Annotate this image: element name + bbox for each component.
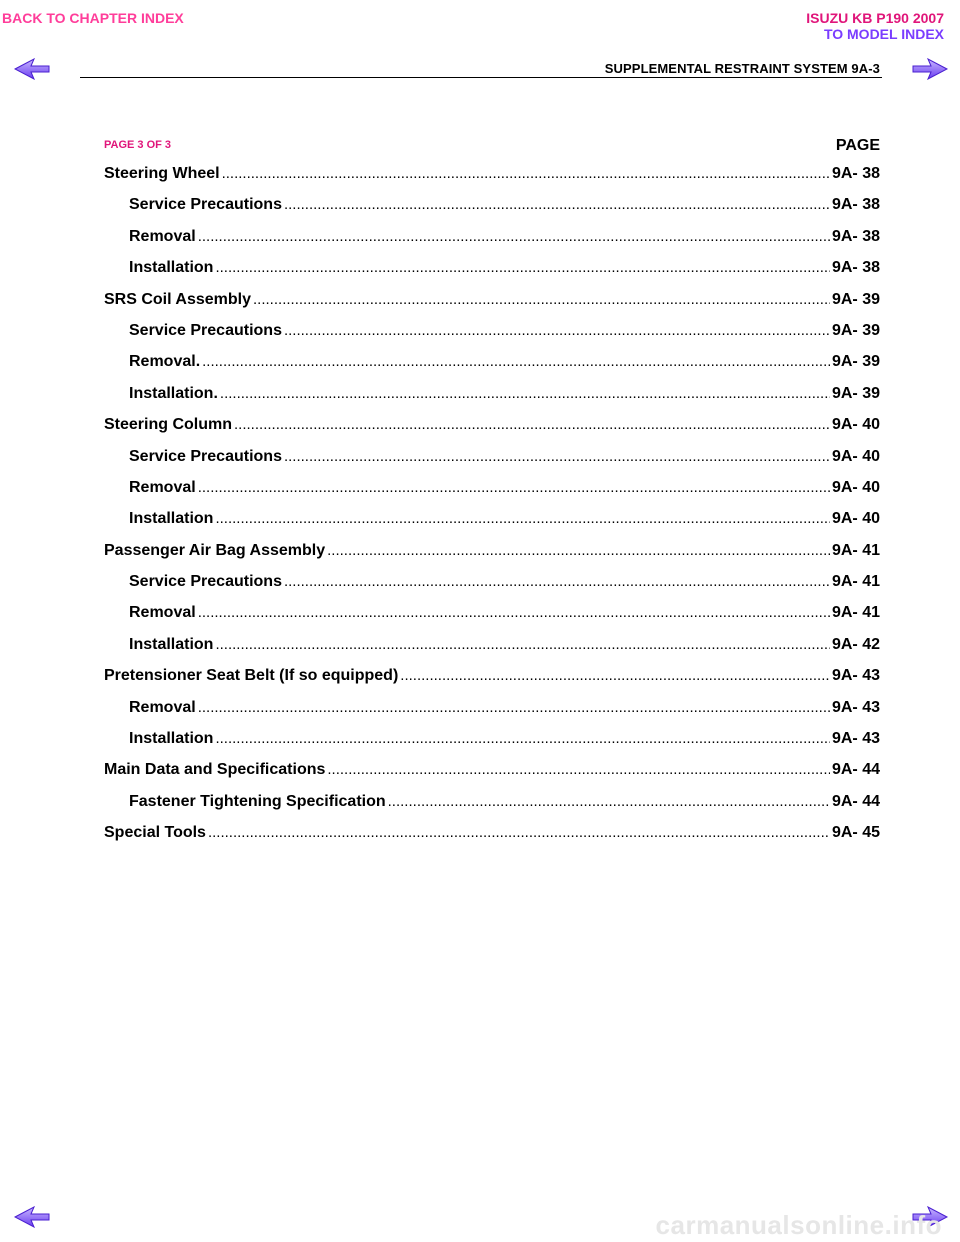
table-of-contents (104, 165, 880, 856)
toc-leader-dots (208, 824, 830, 841)
toc-entry-page: 9A- 38 (831, 259, 880, 277)
toc-leader-dots (198, 228, 830, 245)
toc-entry-page: 9A- 38 (831, 196, 880, 214)
toc-entry-page: 9A- 41 (831, 541, 880, 559)
toc-leader-dots (400, 667, 830, 684)
toc-leader-dots (327, 761, 830, 778)
toc-leader-dots (284, 322, 830, 339)
toc-entry-page: 9A- 39 (831, 353, 880, 371)
toc-leader-dots (202, 353, 830, 370)
toc-entry-page: 9A- 41 (831, 604, 880, 622)
toc-entry-page: 9A- 40 (831, 416, 880, 434)
toc-entry[interactable] (104, 761, 880, 792)
toc-entry-title: Removal (129, 604, 196, 622)
toc-entry-page: 9A- 41 (831, 573, 880, 591)
toc-entry-title: Removal (129, 698, 196, 716)
header-divider (80, 77, 882, 78)
toc-entry[interactable] (104, 699, 880, 730)
toc-entry-title: Passenger Air Bag Assembly (104, 541, 326, 559)
toc-entry-title: Fastener Tightening Specification (129, 792, 386, 810)
toc-entry-page: 9A- 38 (831, 165, 880, 182)
toc-entry-page: 9A- 39 (831, 321, 880, 339)
toc-leader-dots (198, 699, 830, 716)
toc-entry-title: Pretensioner Seat Belt (If so equipped) (104, 667, 399, 685)
toc-entry-title: Main Data and Specifications (104, 761, 326, 779)
toc-leader-dots (388, 793, 830, 810)
toc-leader-dots (284, 196, 830, 213)
toc-entry-title: Service Precautions (129, 321, 282, 339)
section-header-title: SUPPLEMENTAL RESTRAINT SYSTEM 9A-3 (604, 61, 880, 76)
toc-entry[interactable] (104, 542, 880, 573)
toc-entry[interactable] (104, 228, 880, 259)
toc-leader-dots (284, 573, 830, 590)
toc-entry-title: Steering Column (104, 416, 233, 434)
toc-entry[interactable] (104, 291, 880, 322)
toc-leader-dots (234, 416, 830, 433)
toc-entry-page: 9A- 44 (831, 761, 880, 779)
prev-page-arrow-icon (14, 1206, 50, 1228)
toc-entry-page: 9A- 45 (831, 824, 880, 842)
toc-entry-page: 9A- 43 (831, 730, 880, 748)
toc-entry-page: 9A- 44 (831, 792, 880, 810)
model-title: ISUZU KB P190 2007 (806, 10, 944, 26)
toc-entry-page: 9A- 39 (831, 384, 880, 402)
toc-entry-page: 9A- 43 (831, 698, 880, 716)
toc-entry[interactable] (104, 636, 880, 667)
toc-entry-title: Installation (129, 730, 214, 748)
toc-entry-page: 9A- 40 (831, 478, 880, 496)
toc-leader-dots (284, 448, 830, 465)
toc-entry-title: Service Precautions (129, 196, 282, 214)
toc-entry[interactable] (104, 448, 880, 479)
toc-leader-dots (220, 385, 830, 402)
page-indicator: PAGE 3 OF 3 (104, 139, 172, 151)
toc-entry-page: 9A- 43 (831, 667, 880, 685)
toc-entry-title: Installation (129, 259, 214, 277)
toc-entry-page: 9A- 40 (831, 447, 880, 465)
toc-entry[interactable] (104, 165, 880, 196)
model-block (806, 10, 944, 42)
toc-leader-dots (198, 604, 830, 621)
toc-entry-title: Special Tools (104, 824, 206, 842)
toc-leader-dots (253, 291, 830, 308)
toc-entry-title: Installation. (129, 384, 218, 402)
toc-entry[interactable] (104, 259, 880, 290)
toc-entry[interactable] (104, 322, 880, 353)
toc-leader-dots (215, 259, 830, 276)
toc-entry-title: Steering Wheel (104, 165, 220, 182)
prev-page-arrow-icon (14, 58, 50, 80)
toc-entry[interactable] (104, 385, 880, 416)
back-to-chapter-index-link[interactable]: BACK TO CHAPTER INDEX (2, 10, 184, 26)
toc-entry-title: Removal (129, 478, 196, 496)
toc-entry[interactable] (104, 667, 880, 698)
toc-entry[interactable] (104, 573, 880, 604)
toc-entry[interactable] (104, 824, 880, 855)
toc-entry-title: Installation (129, 635, 214, 653)
watermark: carmanualsonline.info (655, 1210, 942, 1240)
toc-leader-dots (215, 730, 830, 747)
prev-page-button[interactable] (14, 58, 50, 80)
to-model-index-link[interactable]: TO MODEL INDEX (823, 26, 944, 42)
toc-entry-title: Removal (129, 227, 196, 245)
page-column-label: PAGE (835, 137, 880, 154)
toc-entry-page: 9A- 39 (831, 290, 880, 308)
prev-page-button-bottom[interactable] (14, 1206, 50, 1228)
toc-entry[interactable] (104, 416, 880, 447)
toc-entry[interactable] (104, 510, 880, 541)
next-page-arrow-icon (912, 58, 948, 80)
toc-entry-title: SRS Coil Assembly (104, 290, 252, 308)
toc-entry-page: 9A- 40 (831, 510, 880, 528)
toc-entry[interactable] (104, 793, 880, 824)
toc-leader-dots (215, 636, 830, 653)
toc-entry-page: 9A- 42 (831, 635, 880, 653)
next-page-button[interactable] (912, 58, 948, 80)
toc-entry[interactable] (104, 353, 880, 384)
toc-entry[interactable] (104, 479, 880, 510)
toc-entry[interactable] (104, 730, 880, 761)
toc-leader-dots (327, 542, 830, 559)
toc-entry-title: Installation (129, 510, 214, 528)
toc-entry[interactable] (104, 196, 880, 227)
toc-entry-title: Service Precautions (129, 447, 282, 465)
toc-entry[interactable] (104, 604, 880, 635)
toc-entry-title: Service Precautions (129, 573, 282, 591)
toc-leader-dots (222, 165, 830, 182)
toc-leader-dots (198, 479, 830, 496)
toc-leader-dots (215, 510, 830, 527)
toc-entry-page: 9A- 38 (831, 227, 880, 245)
toc-entry-title: Removal. (129, 353, 201, 371)
